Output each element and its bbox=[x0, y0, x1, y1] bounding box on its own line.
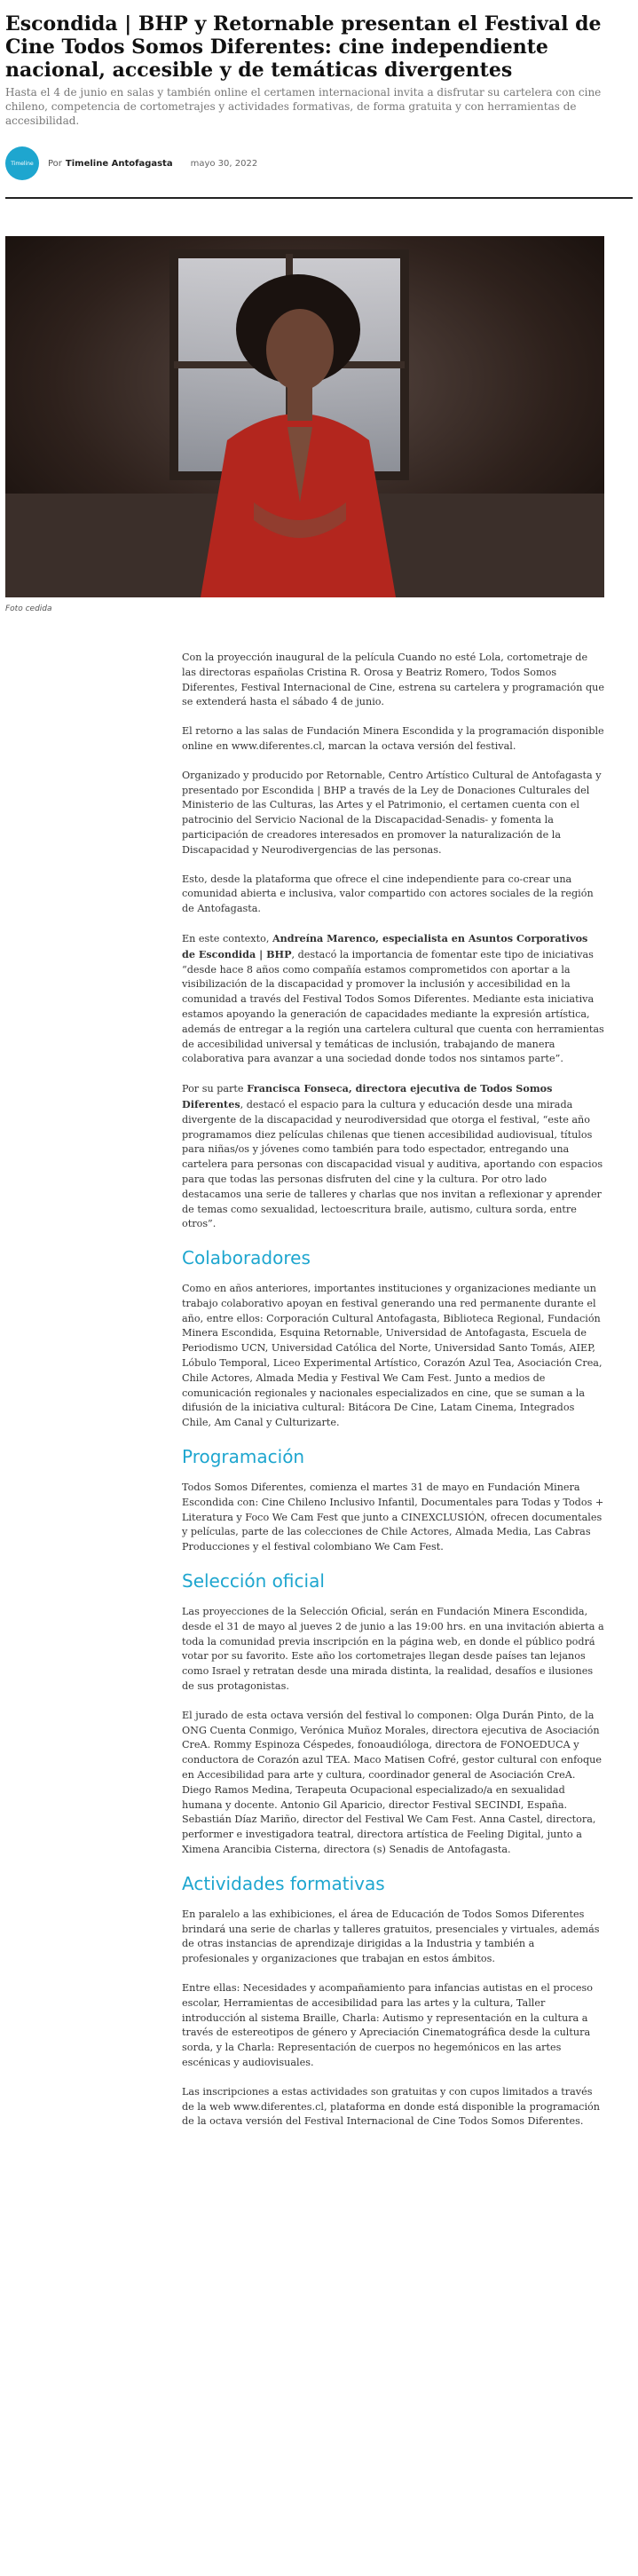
header-divider bbox=[5, 197, 633, 199]
paragraph: Las inscripciones a estas actividades son gratuitas y con cupos limitados a través de la web www.diferentes.cl, plataforma en donde está disponible la programación de la octava versión del Festival Internacional de Cine Todos Somos Diferentes. bbox=[182, 2085, 600, 2128]
paragraph: El jurado de esta octava versión del festival lo componen: Olga Durán Pinto, de la ONG Cuenta Conmigo, Verónica Muñoz Morales, directora ejecutiva de Asociación CreA. Rommy Espinoza Céspedes, fonoaudióloga, directora de FONOEDUCA y conductora de Corazón azul TEA. Maco Matisen Cofré, gestor cultural con enfoque en Accesibilidad para arte y cultura, coordinador general de Asociación CreA. Diego Ramos Medina, Terapeuta Ocupacional especializado/a en sexualidad humana y docente. Antonio Gil Aparicio, director Festival SECINDI, España. Sebastián Díaz Mariño, director del Festival We Cam Fest. Anna Castel, directora, performer e investigadora teatral, directora artística de Feeling Digital, junto a Ximena Arancibia Cisterna, directora (s) Senadis de Antofagasta. bbox=[182, 1709, 602, 1855]
publish-date: mayo 30, 2022 bbox=[190, 158, 258, 169]
speaker-name: Francisca Fonseca, directora ejecutiva de Todos Somos Diferentes bbox=[182, 1082, 553, 1110]
text: , destacó la importancia de fomentar este tipo de iniciativas “desde hace 8 años como compañía estamos comprometidos con aportar a la visibilización de la discapacidad y promover la inclusión y accesibilidad en la comunidad a través del Festival Todos Somos Diferentes. Mediante esta iniciativa estamos apoyando la generación de capacidades mediante la expresión artística, además de entregar a la región una cartelera cultural que cuenta con herramientas de accesibilidad universal y temáticas de inclusión, trabajando de manera colaborativa para avanzar a una sociedad donde todos nos sintamos parte”. bbox=[182, 948, 604, 1065]
paragraph: Esto, desde la plataforma que ofrece el cine independiente para co-crear una comunidad abierta e inclusiva, valor compartido con actores sociales de la región de Antofagasta. bbox=[182, 873, 594, 915]
by-prefix: Por bbox=[48, 158, 62, 169]
article-meta bbox=[0, 128, 638, 183]
article-title: Escondida | BHP y Retornable presentan el Festival de Cine Todos Somos Diferentes: cine independiente nacional, accesible y de temáticas divergentes bbox=[5, 12, 602, 82]
section-heading-actividades: Actividades formativas bbox=[182, 1872, 385, 1894]
author-avatar[interactable]: Timeline bbox=[5, 146, 39, 180]
speaker-name: Andreína Marenco, especialista en Asuntos Corporativos de Escondida | BHP bbox=[182, 931, 588, 960]
text: Por su parte bbox=[182, 1083, 248, 1095]
photo-illustration bbox=[5, 236, 604, 597]
paragraph: Como en años anteriores, importantes instituciones y organizaciones mediante un trabajo colaborativo apoyan en festival generando una red permanente durante el año, entre ellos: Corporación Cultural Antofagasta, Biblioteca Regional, Fundación Minera Escondida, Esquina Retornable, Universidad de Antofagasta, Escuela de Periodismo UCN, Universidad Católica del Norte, Universidad Santo Tomás, AIEP, Lóbulo Temporal, Liceo Experimental Artístico, Corazón Azul Tea, Asociación Crea, Chile Actores, Almada Media y Festival We Cam Fest. Junto a medios de comunicación regionales y nacionales especializados en cine, que se suman a la difusión de la iniciativa cultural: Bitácora De Cine, Latam Cinema, Integrados Chile, Am Canal y Culturizarte. bbox=[182, 1283, 603, 1429]
article-lead: Hasta el 4 de junio en salas y también online el certamen internacional invita a disfrutar su cartelera con cine chileno, competencia de cortometrajes y actividades formativas, de forma gratuita y con herramientas de accesibilidad. bbox=[5, 86, 602, 127]
paragraph: Las proyecciones de la Selección Oficial, serán en Fundación Minera Escondida, desde el 31 de mayo al jueves 2 de junio a las 19:00 hrs. en una invitación abierta a toda la comunidad previa inscripción en la página web, en donde el público podrá votar por su favorito. Este año los cortometrajes llegan desde países tan lejanos como Israel y retratan desde una mirada distinta, la realidad, desafíos e ilusiones de sus protagonistas. bbox=[182, 1606, 604, 1693]
section-heading-programacion: Programación bbox=[182, 1446, 305, 1468]
text: En este contexto, bbox=[182, 932, 272, 944]
paragraph-quote-marenco bbox=[182, 931, 604, 1067]
section-heading-colaboradores: Colaboradores bbox=[182, 1247, 311, 1269]
paragraph: En paralelo a las exhibiciones, el área de Educación de Todos Somos Diferentes brindará una serie de charlas y talleres gratuitos, presenciales y virtuales, además de otras instancias de aprendizaje dirigidas a la Industria y también a profesionales y organizaciones que trabajan en estos ámbitos. bbox=[182, 1908, 600, 1965]
text: , destacó el espacio para la cultura y educación desde una mirada divergente de la discapacidad y neurodiversidad que otorga el festival, “este año programamos diez películas chilenas que tienen accesibilidad audiovisual, títulos para niñas/os y jóvenes como también para todo espectador, entregando una cartelera para personas con discapacidad visual y auditiva, aportando con espacios para que todas las personas disfruten del cine y la cultura. Por otro lado destacamos una serie de talleres y charlas que nos invitan a reflexionar y aprender de temas como sexualidad, lectoescritura braile, autismo, cultura sorda, entre otros”. bbox=[182, 1098, 603, 1230]
article-body bbox=[182, 651, 604, 2130]
paragraph: Con la proyección inaugural de la película Cuando no esté Lola, cortometraje de las directoras españolas Cristina R. Orosa y Beatriz Romero, Todos Somos Diferentes, Festival Internacional de Cine, estrena su cartelera y programación que se extenderá hasta el sábado 4 de junio. bbox=[182, 652, 604, 708]
author-link[interactable]: Timeline Antofagasta bbox=[65, 158, 173, 169]
photo-caption: Foto cedida bbox=[5, 604, 52, 613]
featured-photo bbox=[5, 236, 604, 597]
paragraph: Entre ellas: Necesidades y acompañamiento para infancias autistas en el proceso escolar, Herramientas de accesibilidad para las artes y la cultura, Taller introducción al sistema Braille, Charla: Autismo y representación en la cultura a través de estereotipos de género y Apreciación Cinematográfica desde la cultura sorda, y la Charla: Representación de cuerpos no hegemónicos en las artes escénicas y audiovisuales. bbox=[182, 1981, 594, 2068]
paragraph: Todos Somos Diferentes, comienza el martes 31 de mayo en Fundación Minera Escondida con: Cine Chileno Inclusivo Infantil, Documentales para Todas y Todos + Literatura y Foco We Cam Fest que junto a CINEXCLUSIÓN, ofrecen documentales y películas, parte de las colecciones de Chile Actores, Almada Media, Las Cabras Producciones y el festival colombiano We Cam Fest. bbox=[182, 1482, 604, 1553]
paragraph: El retorno a las salas de Fundación Minera Escondida y la programación disponible online en www.diferentes.cl, marcan la octava versión del festival. bbox=[182, 725, 604, 752]
paragraph: Organizado y producido por Retornable, Centro Artístico Cultural de Antofagasta y presentado por Escondida | BHP a través de la Ley de Donaciones Culturales del Ministerio de las Culturas, las Artes y el Patrimonio, el certamen cuenta con el patrocinio del Servicio Nacional de la Discapacidad-Senadis- y fomenta la participación de creadores interesados en promover la naturalización de la Discapacidad y Neurodivergencias de las personas. bbox=[182, 769, 602, 856]
paragraph-quote-fonseca bbox=[182, 1081, 604, 1232]
section-heading-seleccion: Selección oficial bbox=[182, 1570, 325, 1592]
